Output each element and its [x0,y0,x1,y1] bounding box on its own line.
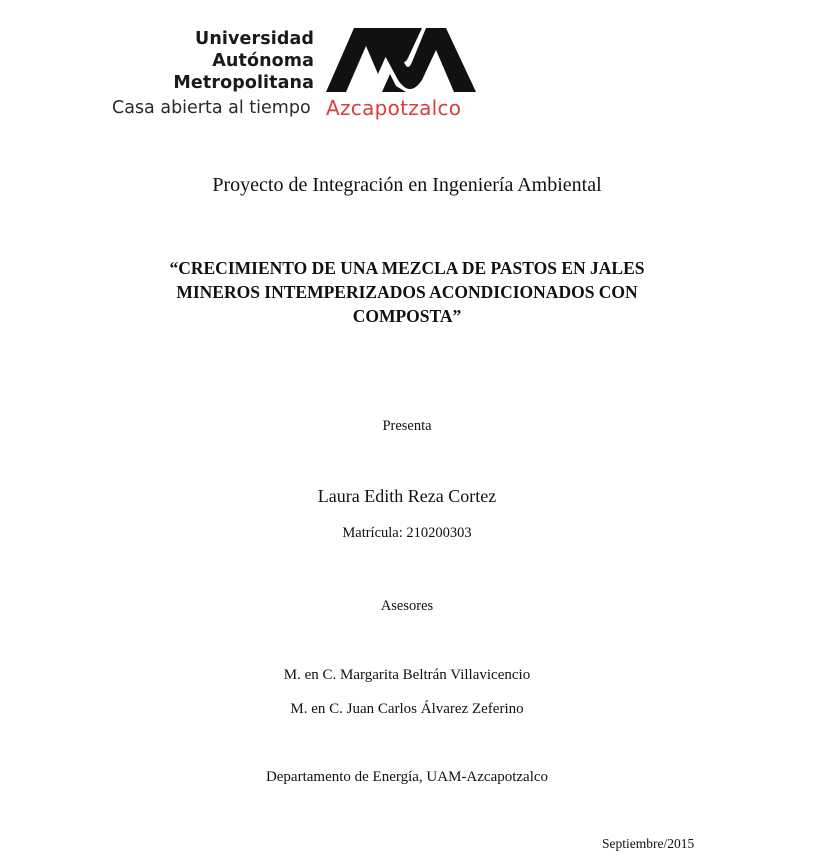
advisors-label: Asesores [380,598,434,614]
advisor-name: M. en C. Juan Carlos Álvarez Zeferino [290,701,524,717]
advisor-name: M. en C. Margarita Beltrán Villavicencio [283,667,531,683]
uam-emblem-icon [326,28,476,92]
student-id: Matrícula: 210200303 [342,525,472,541]
university-name-line: Universidad [195,29,314,49]
university-name [173,28,314,94]
university-logo [112,26,482,126]
department: Departamento de Energía, UAM-Azcapotzalco [265,769,549,785]
project-line: Proyecto de Integración en Ingeniería Ambiental [212,174,602,196]
university-name-line: Autónoma [212,51,314,71]
author-name: Laura Edith Reza Cortez [317,486,497,506]
date: Septiembre/2015 [602,836,695,851]
university-tagline: Casa abierta al tiempo [112,98,311,118]
thesis-title: “CRECIMIENTO DE UNA MEZCLA DE PASTOS EN JALES MINEROS INTEMPERIZADOS ACONDICIONADOS CON COMPOSTA” [169,258,645,326]
university-name-line: Metropolitana [173,73,314,93]
presenta-label: Presenta [382,418,432,434]
campus-name: Azcapotzalco [326,96,462,120]
